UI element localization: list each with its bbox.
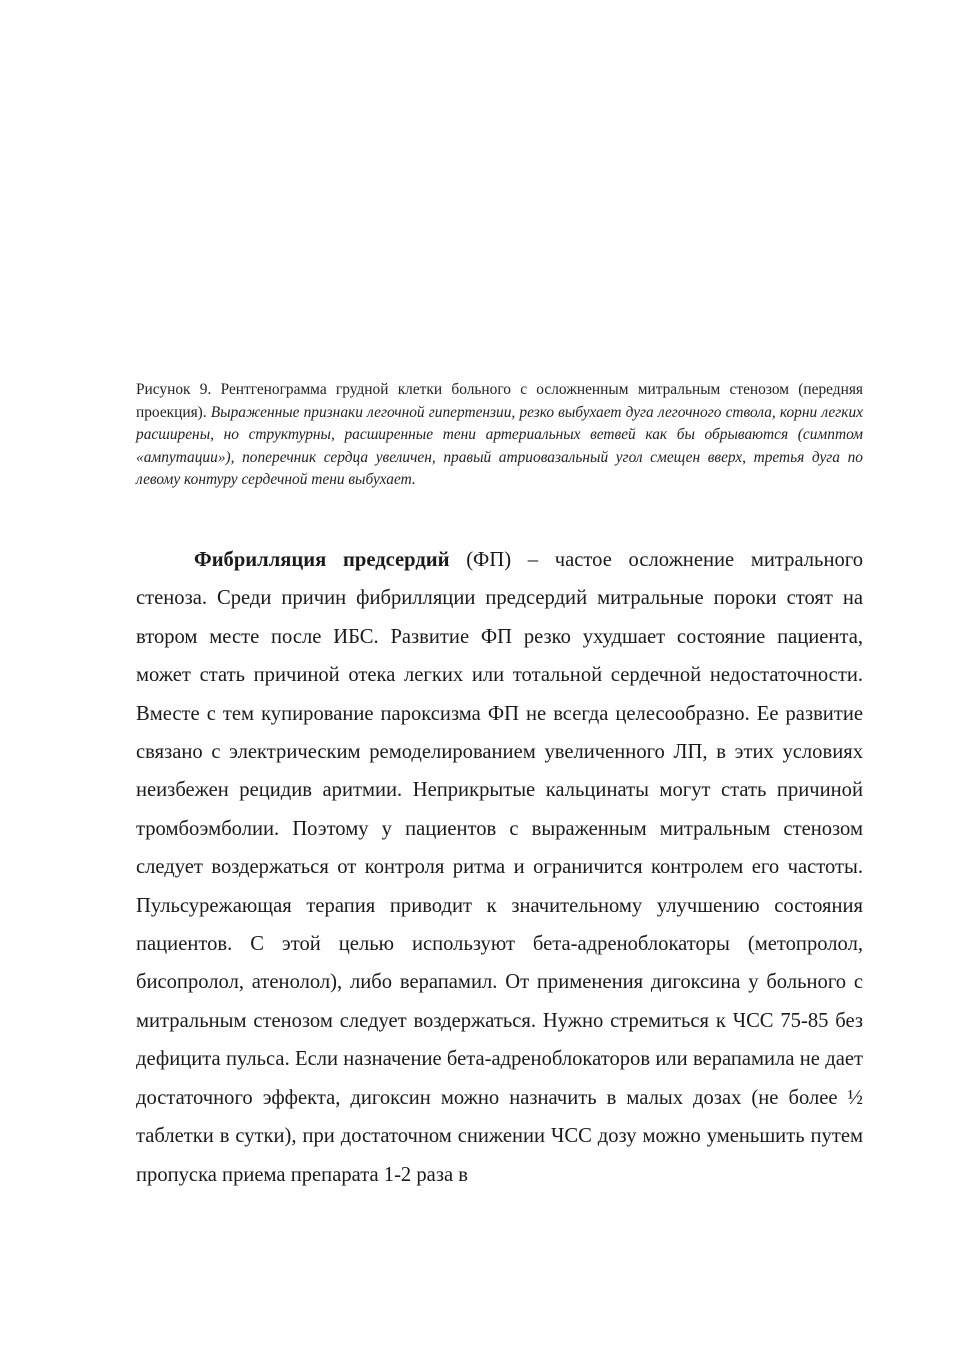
paragraph-term: Фибрилляция предсердий bbox=[194, 549, 450, 571]
figure-caption bbox=[136, 379, 863, 492]
caption-description: Выраженные признаки легочной гипертензии, резко выбухает дуга легочного ствола, корни легких расширены, но структурны, расширенные тени артериальных ветвей как бы обрываются (симптом «ампутации»), поперечник сердца увеличен, правый атриовазальный угол смещен вверх, третья дуга по левому контуру сердечной тени выбухает. bbox=[136, 403, 863, 489]
body-paragraph bbox=[136, 541, 863, 1194]
figure-area bbox=[136, 60, 863, 370]
paragraph-text: (ФП) – частое осложнение митрального стеноза. Среди причин фибрилляции предсердий митральные пороки стоят на втором месте после ИБС. Развитие ФП резко ухудшает состояние пациента, может стать причиной отека легких или тотальной сердечной недостаточности. Вместе с тем купирование пароксизма ФП не всегда целесообразно. Ее развитие связано с электрическим ремоделированием увеличенного ЛП, в этих условиях неизбежен рецидив аритмии. Неприкрытые кальцинаты могут стать причиной тромбоэмболии. Поэтому у пациентов с выраженным митральным стенозом следует воздержаться от контроля ритма и ограничится контролем его частоты. Пульсурежающая терапия приводит к значительному улучшению состояния пациентов. С этой целью используют бета-адреноблокаторы (метопролол, бисопролол, атенолол), либо верапамил. От применения дигоксина у больного с митральным стенозом следует воздержаться. Нужно стремиться к ЧСС 75-85 без дефицита пульса. Если назначение бета-адреноблокаторов или верапамила не дает достаточного эффекта, дигоксин можно назначить в малых дозах (не более ½ таблетки в сутки), при достаточном снижении ЧСС дозу можно уменьшить путем пропуска приема препарата 1-2 раза в bbox=[136, 549, 863, 1186]
caption-lead: Рисунок 9. Рентгенограмма грудной клетки больного с осложненным митральным стенозом (передняя проекция). bbox=[136, 381, 863, 421]
